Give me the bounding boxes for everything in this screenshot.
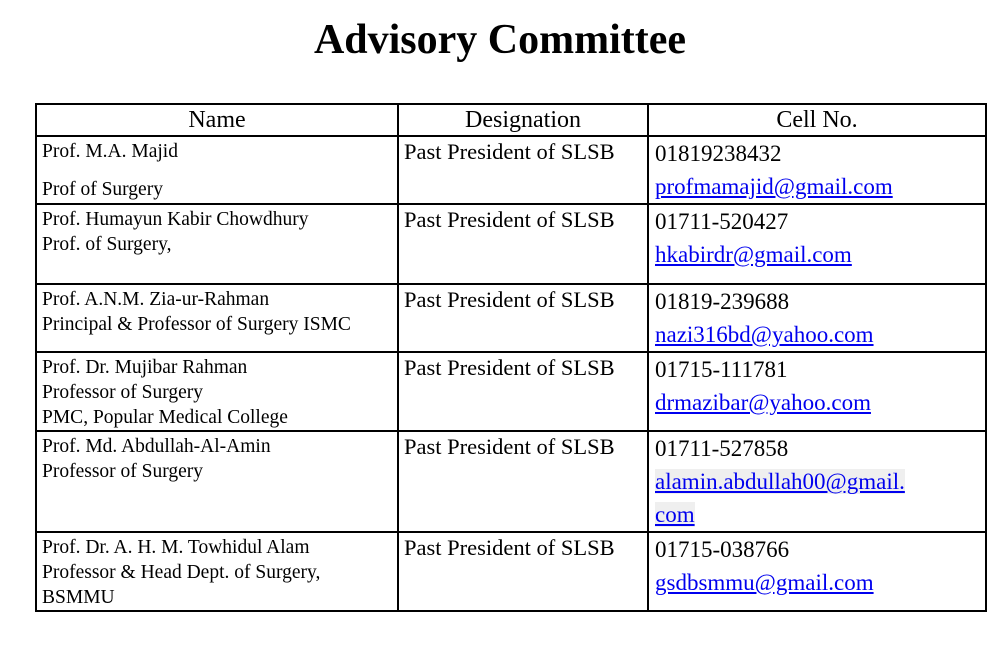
member-name: Prof. Dr. A. H. M. Towhidul Alam [42,537,310,558]
contact-cell [648,136,986,204]
table-row [36,352,986,431]
email-line [655,566,985,599]
table-row [36,431,986,532]
column-header-name: Name [36,104,398,136]
designation-cell [398,284,648,352]
member-title: Professor of Surgery [42,461,204,482]
member-title: Principal & Professor of Surgery ISMC [42,314,351,335]
member-name: Prof. Md. Abdullah-Al-Amin [42,436,271,457]
email-link[interactable]: gsdbsmmu@gmail.com [655,570,874,595]
contact-cell [648,532,986,611]
table-row [36,532,986,611]
name-cell [36,352,398,431]
name-cell [36,431,398,532]
email-link[interactable]: drmazibar@yahoo.com [655,390,871,415]
designation: Past President of SLSB [404,535,615,560]
email-link[interactable]: profmamajid@gmail.com [655,174,893,199]
email-line [655,238,985,271]
email-link[interactable]: hkabirdr@gmail.com [655,242,852,267]
name-cell [36,204,398,284]
name-cell [36,136,398,204]
email-line [655,465,907,531]
contact-cell [648,431,986,532]
contact-cell [648,352,986,431]
table-row [36,204,986,284]
column-header-cell-no: Cell No. [648,104,986,136]
member-title: Prof. of Surgery, [42,234,172,255]
contact-cell [648,204,986,284]
table-row [36,136,986,204]
designation-cell [398,136,648,204]
designation-cell [398,431,648,532]
page-title: Advisory Committee [313,17,687,63]
email-link[interactable]: nazi316bd@yahoo.com [655,322,874,347]
phone-number: 01715-038766 [655,537,790,562]
email-line [655,318,985,351]
phone-number: 01715-111781 [655,357,788,382]
name-cell [36,284,398,352]
designation: Past President of SLSB [404,355,615,380]
designation: Past President of SLSB [404,287,615,312]
member-name: Prof. Dr. Mujibar Rahman [42,357,248,378]
member-name: Prof. A.N.M. Zia-ur-Rahman [42,289,270,310]
member-name: Prof. Humayun Kabir Chowdhury [42,209,309,230]
table-row [36,284,986,352]
email-line [655,386,985,419]
header-row [36,104,986,136]
phone-number: 01819-239688 [655,289,790,314]
member-name: Prof. M.A. Majid [42,141,178,162]
designation-cell [398,352,648,431]
member-affiliation: BSMMU [42,587,115,608]
advisory-committee-table [35,103,987,612]
designation-cell [398,532,648,611]
member-affiliation: PMC, Popular Medical College [42,407,288,428]
designation: Past President of SLSB [404,207,615,232]
email-line [655,170,985,203]
designation: Past President of SLSB [404,434,615,459]
phone-number: 01819238432 [655,141,782,166]
phone-number: 01711-527858 [655,436,789,461]
member-title: Professor & Head Dept. of Surgery, [42,562,321,583]
name-cell [36,532,398,611]
designation-cell [398,204,648,284]
designation: Past President of SLSB [404,139,615,164]
email-link[interactable]: alamin.abdullah00@gmail.com [655,469,905,527]
member-title: Professor of Surgery [42,382,204,403]
column-header-designation: Designation [398,104,648,136]
member-title: Prof of Surgery [42,179,163,200]
phone-number: 01711-520427 [655,209,789,234]
contact-cell [648,284,986,352]
